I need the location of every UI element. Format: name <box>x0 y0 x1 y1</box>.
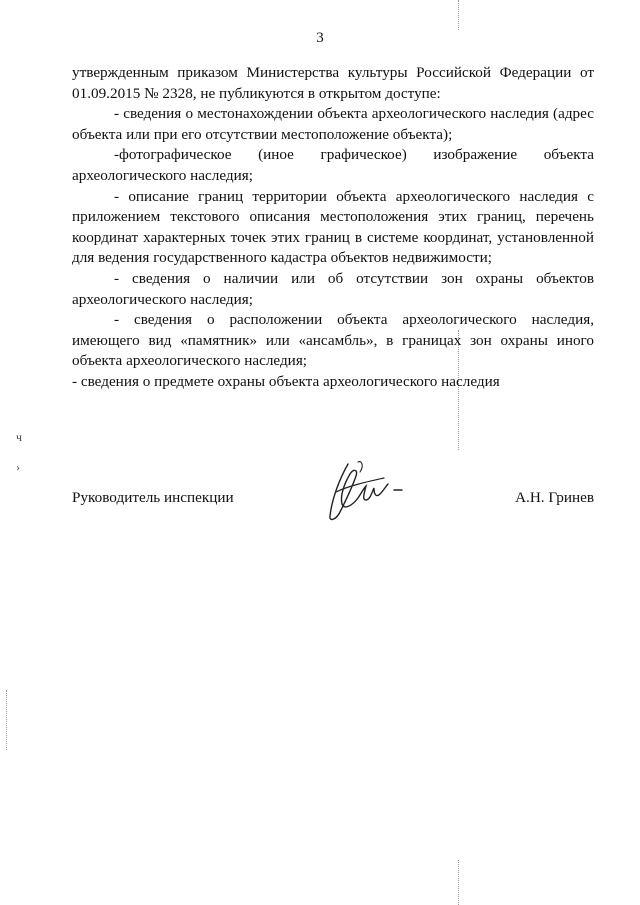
handwritten-signature <box>318 456 410 528</box>
margin-scan-mark: ч <box>16 430 23 444</box>
paragraph-protection-subject: - сведения о предмете охраны объекта археологического наследия <box>72 372 500 390</box>
document-body <box>72 63 594 393</box>
scan-artifact-line <box>6 690 7 750</box>
paragraph-photo-image: -фотографическое (иное графическое) изображение объекта археологического наследия; <box>72 146 594 184</box>
paragraph-monument-location: - сведения о расположении объекта археологического наследия, имеющего вид «памятник» или «ансамбль», в границах зон охраны иного объекта археологического наследия; <box>72 311 594 370</box>
signatory-title: Руководитель инспекции <box>72 489 234 506</box>
paragraph-intro-line: утвержденным приказом Министерства культуры Российской Федерации от <box>72 64 594 81</box>
page-number: 3 <box>316 30 324 46</box>
margin-scan-mark: › <box>16 460 20 474</box>
scan-artifact-line <box>458 0 459 30</box>
paragraph-protection-zones: - сведения о наличии или об отсутствии зон охраны объектов археологического наследия; <box>72 269 594 308</box>
signatory-name: А.Н. Гринев <box>515 489 594 506</box>
scan-artifact-line <box>458 860 459 905</box>
paragraph-boundaries: - описание границ территории объекта археологического наследия с приложением текстового описания местоположения этих границ, перечень координат характерных точек этих границ в системе координат, установленной для ведения государственного кадастра объектов недвижимости; <box>72 187 594 267</box>
paragraph-location-info: - сведения о местонахождении объекта археологического наследия (адрес объекта или при его отсутствии местоположение объекта); <box>72 105 594 143</box>
paragraph-intro-order: 01.09.2015 № 2328, не публикуются в открытом доступе: <box>72 84 441 102</box>
